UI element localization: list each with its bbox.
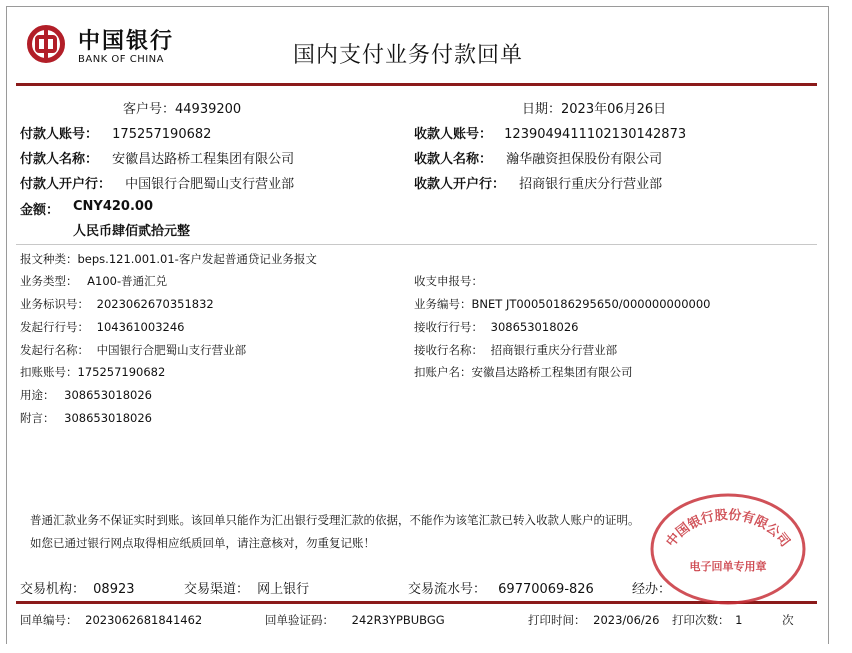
- purpose: [20, 387, 152, 403]
- date-value: 2023年06月26日: [561, 102, 667, 117]
- receipt-declaration-no-label: 收支申报号：: [414, 274, 483, 288]
- customer-no-label: 客户号：: [123, 102, 176, 117]
- payee-bank: [414, 173, 662, 192]
- receiving-bank-no-value: 308653018026: [490, 320, 579, 334]
- payer-bank-label: 付款人开户行：: [20, 177, 112, 192]
- receipt-date: [522, 98, 666, 117]
- remark-label: 附言：: [20, 411, 55, 425]
- debit-account-value: 175257190682: [77, 365, 166, 379]
- transaction-serial-value: 69770069-826: [498, 582, 594, 597]
- payee-account-label: 收款人账号：: [414, 127, 493, 142]
- originating-bank-no-value: 104361003246: [96, 320, 185, 334]
- transaction-institution: [20, 578, 135, 597]
- print-count-unit: 次: [782, 613, 794, 627]
- svg-text:中国银行股份有限公司: [663, 507, 793, 550]
- date-label: 日期：: [522, 102, 562, 117]
- bank-of-china-logo-icon: [26, 24, 66, 64]
- business-id-value: 2023062670351832: [96, 297, 214, 311]
- message-type-value: beps.121.001.01-客户发起普通贷记业务报文: [77, 252, 317, 266]
- payee-bank-label: 收款人开户行：: [414, 177, 506, 192]
- transaction-channel: [184, 578, 309, 597]
- document-title: 国内支付业务付款回单: [293, 43, 524, 68]
- transaction-institution-label: 交易机构：: [20, 582, 86, 597]
- message-type: [20, 251, 317, 267]
- business-id-label: 业务标识号：: [20, 297, 89, 311]
- remark: [20, 410, 152, 426]
- electronic-receipt-seal: [648, 488, 808, 606]
- bank-name-en: BANK OF CHINA: [78, 54, 164, 65]
- business-type: [20, 273, 167, 289]
- notice-line-1: 普通汇款业务不保证实时到账。该回单只能作为汇出银行受理汇款的依据，不能作为该笔汇款已转入收款人账户的证明。: [30, 513, 640, 527]
- transaction-serial-label: 交易流水号：: [408, 582, 487, 597]
- business-type-value: A100-普通汇兑: [87, 274, 168, 288]
- print-count-label: 打印次数：: [672, 613, 730, 627]
- purpose-value: 308653018026: [64, 388, 152, 402]
- receiving-bank-no-label: 接收行行号：: [414, 320, 483, 334]
- payee-account-value: 1239049411102130142873: [504, 127, 687, 142]
- print-time-label: 打印时间：: [528, 613, 586, 627]
- payer-account-value: 175257190682: [112, 127, 212, 142]
- originating-bank-name-label: 发起行名称：: [20, 343, 89, 357]
- customer-no-value: 44939200: [175, 102, 242, 117]
- business-type-label: 业务类型：: [20, 274, 78, 288]
- payee-bank-value: 招商银行重庆分行营业部: [519, 177, 663, 192]
- payee-name-label: 收款人名称：: [414, 152, 493, 167]
- header-divider: [16, 83, 817, 86]
- debit-account-name-label: 扣账户名：: [414, 365, 472, 379]
- business-no-value: BNET JT00050186295650/000000000000: [471, 297, 711, 311]
- verify-code-value: 242R3YPBUBGG: [351, 613, 445, 627]
- debit-account: [20, 364, 165, 380]
- customer-no: [123, 98, 241, 117]
- receipt-declaration-no: [414, 273, 483, 289]
- originating-bank-no: [20, 319, 184, 335]
- debit-account-name: [414, 364, 633, 380]
- payee-account: [414, 123, 686, 142]
- transaction-handler-label: 经办：: [632, 582, 672, 597]
- verify-code-label: 回单验证码：: [265, 613, 334, 627]
- amount-value: CNY420.00: [73, 199, 153, 214]
- amount-label: 金额：: [20, 203, 60, 218]
- print-count-value: 1: [735, 613, 743, 627]
- debit-account-name-value: 安徽昌达路桥工程集团有限公司: [471, 365, 633, 379]
- payee-name: [414, 148, 662, 167]
- receiving-bank-name-label: 接收行名称：: [414, 343, 483, 357]
- debit-account-label: 扣账账号：: [20, 365, 78, 379]
- receipt-id-value: 2023062681841462: [85, 613, 203, 627]
- receipt-id: [20, 612, 202, 628]
- message-type-label: 报文种类：: [20, 252, 78, 266]
- amount-words: 人民币肆佰贰拾元整: [73, 224, 191, 239]
- purpose-label: 用途：: [20, 388, 55, 402]
- transaction-institution-value: 08923: [93, 582, 135, 597]
- originating-bank-no-label: 发起行行号：: [20, 320, 89, 334]
- payer-name: [20, 148, 294, 167]
- payer-account-label: 付款人账号：: [20, 127, 99, 142]
- originating-bank-name-value: 中国银行合肥蜀山支行营业部: [96, 343, 247, 357]
- receiving-bank-name-value: 招商银行重庆分行营业部: [490, 343, 618, 357]
- payer-bank: [20, 173, 294, 192]
- print-time: [528, 612, 659, 628]
- payer-account: [20, 123, 211, 142]
- receipt-id-label: 回单编号：: [20, 613, 78, 627]
- transaction-channel-value: 网上银行: [257, 582, 310, 597]
- bank-name-cn: 中国银行: [78, 28, 175, 54]
- print-count: [672, 612, 794, 628]
- summary-divider: [16, 244, 817, 245]
- remark-value: 308653018026: [64, 411, 152, 425]
- receiving-bank-no: [414, 319, 578, 335]
- business-id: [20, 296, 214, 312]
- payer-bank-value: 中国银行合肥蜀山支行营业部: [125, 177, 295, 192]
- verify-code: [265, 612, 445, 628]
- payee-name-value: 瀚华融资担保股份有限公司: [506, 152, 663, 167]
- originating-bank-name: [20, 342, 246, 358]
- transaction-serial: [408, 578, 594, 597]
- print-time-value: 2023/06/26: [593, 613, 660, 627]
- seal-inner-text: 电子回单专用章: [689, 560, 767, 573]
- payer-name-label: 付款人名称：: [20, 152, 99, 167]
- notice-line-2: 如您已通过银行网点取得相应纸质回单，请注意核对，勿重复记账！: [30, 536, 375, 550]
- payer-name-value: 安徽昌达路桥工程集团有限公司: [112, 152, 295, 167]
- business-no: [414, 296, 710, 312]
- business-no-label: 业务编号：: [414, 297, 472, 311]
- receiving-bank-name: [414, 342, 617, 358]
- seal-outer-text: 中国银行股份有限公司: [663, 507, 793, 550]
- transaction-channel-label: 交易渠道：: [184, 582, 250, 597]
